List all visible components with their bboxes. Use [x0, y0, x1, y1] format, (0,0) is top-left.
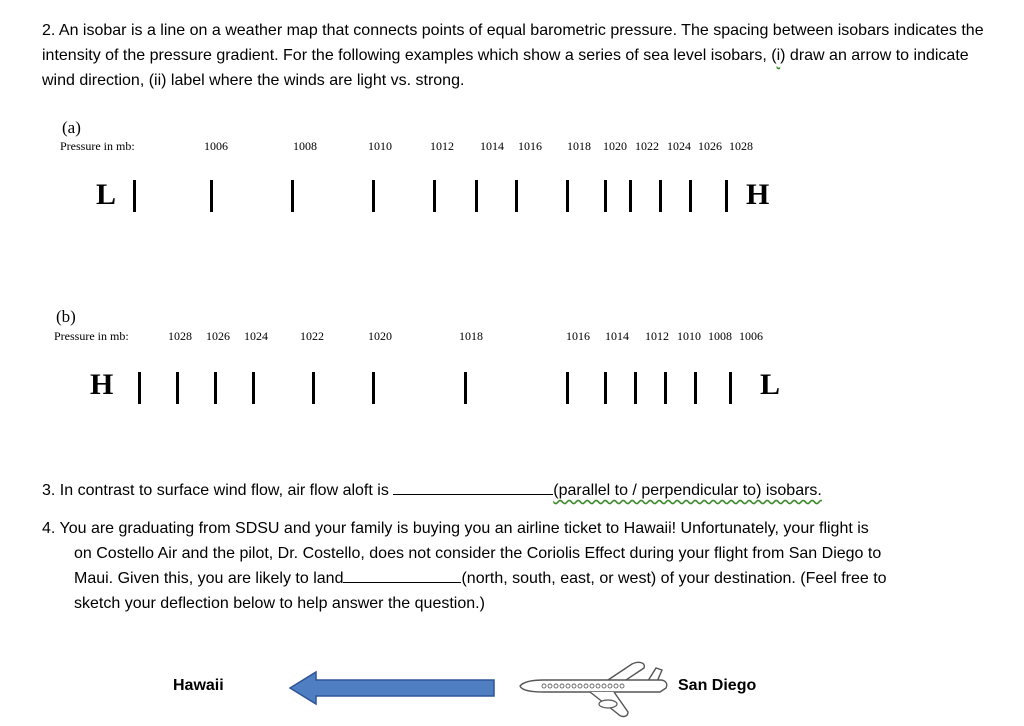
isobar-line — [604, 372, 607, 404]
isobar-line — [566, 180, 569, 212]
part-a-value: 1014 — [480, 139, 504, 153]
isobar-line — [725, 180, 728, 212]
part-a-high-letter: H — [746, 178, 770, 211]
question-4-line-2: on Costello Air and the pilot, Dr. Costello, does not consider the Coriolis Effect during your flight from San Diego to — [74, 545, 882, 562]
isobar-line — [689, 180, 692, 212]
westward-arrow — [288, 670, 498, 706]
isobar-line — [372, 180, 375, 212]
isobar-line — [464, 372, 467, 404]
isobar-line — [566, 372, 569, 404]
part-b-value: 1018 — [459, 329, 483, 343]
isobar-line — [515, 180, 518, 212]
isobar-line — [214, 372, 217, 404]
part-b-high-letter: H — [90, 368, 114, 401]
isobar-line — [138, 372, 141, 404]
part-b-value: 1020 — [368, 329, 392, 343]
question-2 — [42, 18, 1002, 93]
part-a-value: 1028 — [729, 139, 753, 153]
part-b-pressure-label: Pressure in mb: — [54, 329, 129, 343]
isobar-line — [729, 372, 732, 404]
part-b-value: 1028 — [168, 329, 192, 343]
isobar-line — [694, 372, 697, 404]
isobar-line — [634, 372, 637, 404]
part-a-pressure-label: Pressure in mb: — [60, 139, 135, 153]
part-a-value: 1018 — [567, 139, 591, 153]
isobar-line — [291, 180, 294, 212]
question-4-line-3 — [74, 566, 887, 591]
isobar-line — [133, 180, 136, 212]
question-4-line-3b: (north, south, east, or west) of your destination. (Feel free to — [461, 570, 887, 587]
question-2-text-i: i — [776, 47, 781, 64]
part-b-value: 1022 — [300, 329, 324, 343]
san-diego-label: San Diego — [678, 677, 757, 694]
question-2-text-b: ) draw an arrow to indicate wind direction, (ii) label where the winds are light vs. strong. — [42, 47, 969, 89]
part-a-value: 1006 — [204, 139, 228, 153]
question-3-before: 3. In contrast to surface wind flow, air flow aloft is — [42, 482, 389, 499]
part-b-value: 1016 — [566, 329, 590, 343]
question-3-after: (parallel to / perpendicular to) isobars. — [553, 482, 822, 499]
isobar-line — [664, 372, 667, 404]
part-b-value: 1012 — [645, 329, 669, 343]
question-3-answer-blank[interactable] — [393, 494, 553, 495]
question-4-line-3a: Maui. Given this, you are likely to land — [74, 570, 344, 587]
isobar-line — [629, 180, 632, 212]
part-a-value: 1026 — [698, 139, 722, 153]
part-b-value: 1006 — [739, 329, 763, 343]
question-4-line-1: 4. You are graduating from SDSU and your family is buying you an airline ticket to Hawaii! Unfortunately, your flight is — [42, 520, 869, 537]
question-3 — [42, 478, 822, 503]
part-a-value: 1008 — [293, 139, 317, 153]
part-b-label: (b) — [56, 307, 76, 326]
airplane-icon — [510, 660, 670, 722]
part-a-value: 1010 — [368, 139, 392, 153]
isobar-line — [252, 372, 255, 404]
part-b-value: 1026 — [206, 329, 230, 343]
isobar-line — [475, 180, 478, 212]
isobar-line — [176, 372, 179, 404]
isobar-line — [312, 372, 315, 404]
hawaii-label: Hawaii — [173, 677, 224, 694]
part-b-low-letter: L — [760, 368, 781, 401]
part-b-value: 1010 — [677, 329, 701, 343]
part-a-value: 1020 — [603, 139, 627, 153]
isobar-line — [372, 372, 375, 404]
isobar-line — [659, 180, 662, 212]
isobar-line — [604, 180, 607, 212]
part-a-value: 1022 — [635, 139, 659, 153]
isobar-line — [210, 180, 213, 212]
part-a-value: 1012 — [430, 139, 454, 153]
question-2-text-a: 2. An isobar is a line on a weather map that connects points of equal barometric pressure. The spacing between isobars indicates the intensity of the pressure gradient. For the following examples which show a series of sea level isobars, ( — [42, 22, 984, 64]
part-a-label: (a) — [62, 118, 81, 137]
question-4-line-4: sketch your deflection below to help answer the question.) — [74, 595, 485, 612]
part-b-value: 1024 — [244, 329, 268, 343]
isobar-line — [433, 180, 436, 212]
part-b-value: 1014 — [605, 329, 629, 343]
part-a-low-letter: L — [96, 178, 117, 211]
part-b-value: 1008 — [708, 329, 732, 343]
part-a-value: 1016 — [518, 139, 542, 153]
question-4-answer-blank[interactable] — [343, 582, 461, 583]
part-a-value: 1024 — [667, 139, 691, 153]
